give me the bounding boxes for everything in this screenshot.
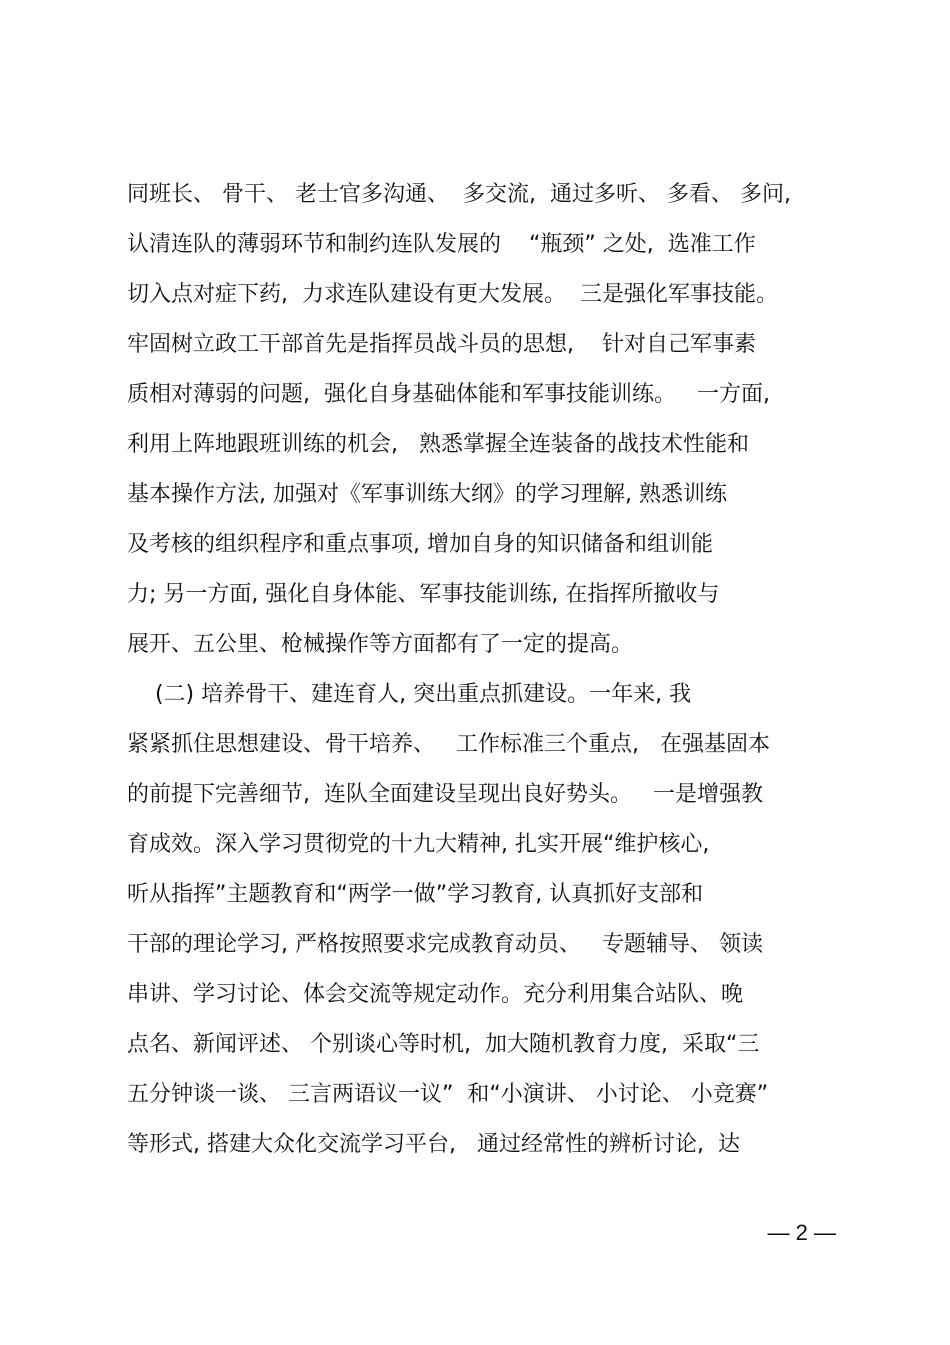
text-line: 点名、新闻评述、 个别谈心等时机, 加大随机教育力度, 采取“三	[127, 1032, 760, 1057]
text-line: 切入点对症下药, 力求连队建设有更大发展。 三是强化军事技能。	[127, 282, 778, 307]
text-line: 力; 另一方面, 强化自身体能、军事技能训练, 在指挥所撤收与	[127, 582, 720, 607]
text-line: (二) 培养骨干、建连育人, 突出重点抓建设。一年来, 我	[127, 682, 692, 707]
text-line: 的前提下完善细节, 连队全面建设呈现出良好势头。 一是增强教	[127, 782, 763, 807]
text-line: 认清连队的薄弱环节和制约连队发展的 “瓶颈” 之处, 选准工作	[127, 232, 756, 257]
text-line: 紧紧抓住思想建设、骨干培养、 工作标准三个重点, 在强基固本	[127, 732, 770, 757]
page-number: — 2 —	[767, 1220, 836, 1245]
text-line: 五分钟谈一谈、 三言两语议一议” 和“小演讲、 小讨论、 小竞赛”	[127, 1082, 769, 1107]
text-line: 干部的理论学习, 严格按照要求完成教育动员、 专题辅导、 领读	[127, 932, 763, 957]
text-line: 听从指挥”主题教育和“两学一做”学习教育, 认真抓好支部和	[127, 882, 704, 907]
text-line: 质相对薄弱的问题, 强化自身基础体能和军事技能训练。 一方面,	[127, 382, 770, 407]
text-line: 牢固树立政工干部首先是指挥员战斗员的思想, 针对自己军事素	[127, 332, 756, 357]
text-line: 基本操作方法, 加强对《军事训练大纲》的学习理解, 熟悉训练	[127, 482, 727, 507]
text-line: 利用上阵地跟班训练的机会, 熟悉掌握全连装备的战技术性能和	[127, 432, 749, 457]
text-line: 串讲、学习讨论、体会交流等规定动作。充分利用集合站队、晚	[127, 982, 744, 1007]
text-line: 及考核的组织程序和重点事项, 增加自身的知识储备和组训能	[127, 532, 713, 557]
text-line: 同班长、 骨干、 老士官多沟通、 多交流, 通过多听、 多看、 多问,	[127, 182, 791, 207]
text-line: 育成效。深入学习贯彻党的十九大精神, 扎实开展“维护核心,	[127, 832, 710, 857]
body-text	[127, 170, 832, 1170]
text-line: 展开、五公里、枪械操作等方面都有了一定的提高。	[127, 632, 634, 657]
text-line: 等形式, 搭建大众化交流学习平台, 通过经常性的辨析讨论, 达	[127, 1132, 740, 1157]
